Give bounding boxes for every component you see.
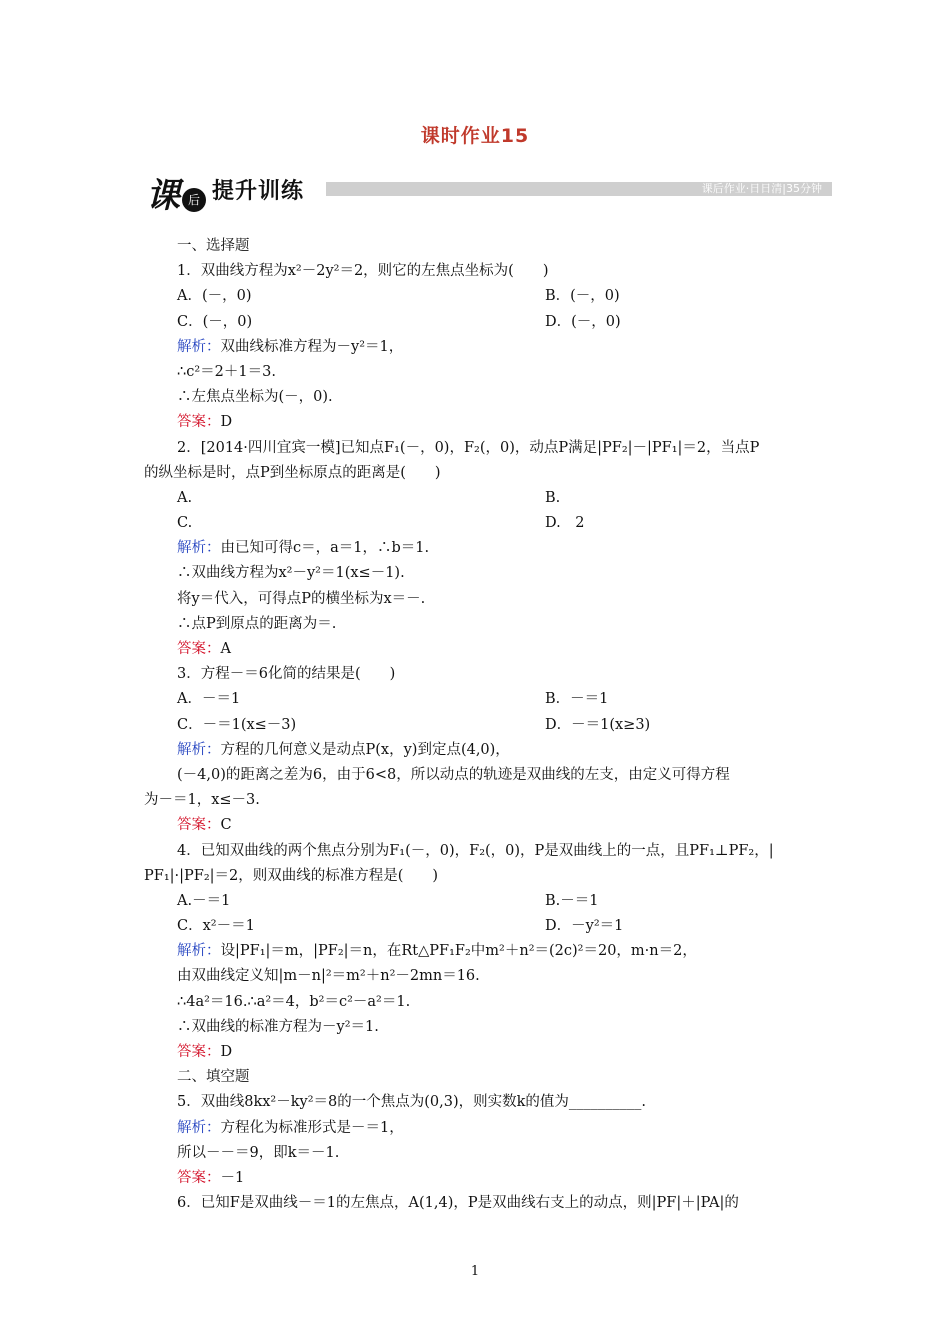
line-text: 方程的几何意义是动点P(x，y)到定点(4,0)， — [220, 741, 510, 758]
line-text: ∴点P到原点的距离为＝. — [177, 615, 337, 632]
text-line — [144, 310, 814, 335]
text-line — [144, 612, 814, 637]
line-text: C. — [177, 515, 193, 532]
line-text: 双曲线标准方程为－y²＝1， — [220, 338, 404, 355]
line-text: 所以－－＝9，即k＝－1. — [177, 1144, 340, 1161]
line-text: 的纵坐标是时，点P到坐标原点的距离是( ) — [144, 464, 441, 481]
solution-label: 解析： — [177, 540, 221, 557]
text-line — [144, 1116, 814, 1141]
text-line — [144, 587, 814, 612]
text-line — [144, 939, 814, 964]
text-line — [144, 385, 814, 410]
line-text: ∴左焦点坐标为(－，0). — [177, 389, 333, 406]
text-line — [144, 1040, 814, 1065]
section-banner — [144, 168, 834, 216]
line-text: ∴c²＝2＋1＝3. — [177, 363, 276, 380]
line-text: C．－＝1(x≤－3) — [177, 716, 297, 733]
line-text: 2．[2014·四川宜宾一模]已知点F₁(－，0)，F₂(，0)，动点P满足|PF₂|－|PF₁|＝2，当点P — [177, 439, 760, 456]
logo-character: 课 — [146, 176, 180, 216]
solution-label: 解析： — [177, 1119, 221, 1136]
text-line — [144, 813, 814, 838]
line-text: C．(－，0) — [177, 313, 253, 330]
line-text: 5．双曲线8kx²－ky²＝8的一个焦点为(0,3)，则实数k的值为__________. — [177, 1094, 647, 1111]
line-text: C．x²－＝1 — [177, 918, 255, 935]
line-text: PF₁|·|PF₂|＝2，则双曲线的标准方程是( ) — [144, 867, 439, 884]
text-line — [144, 360, 814, 385]
text-line — [144, 410, 814, 435]
banner-heading: 提升训练 — [212, 179, 305, 204]
text-line — [144, 713, 814, 738]
line-text: A．－＝1 — [177, 691, 241, 708]
option-text: D. 2 — [545, 515, 585, 532]
answer-label: 答案： — [177, 641, 221, 657]
solution-label: 解析： — [177, 338, 221, 355]
text-line — [144, 1191, 814, 1216]
page-number: 1 — [470, 1264, 480, 1279]
line-text: D — [220, 1044, 233, 1060]
line-text: 由已知可得c＝，a＝1，∴b＝1. — [220, 540, 430, 557]
text-line — [144, 864, 814, 889]
line-text: －1 — [220, 1169, 245, 1186]
line-text: 方程化为标准形式是－＝1， — [220, 1119, 404, 1136]
answer-label: 答案： — [177, 1169, 221, 1186]
text-line — [144, 511, 814, 536]
solution-label: 解析： — [177, 943, 221, 960]
option-text: D．－＝1(x≥3) — [545, 716, 651, 733]
line-text: 一、选择题 — [177, 238, 250, 254]
text-line — [144, 436, 814, 461]
answer-label: 答案： — [177, 1044, 221, 1060]
option-text: B.－＝1 — [545, 892, 599, 909]
text-line — [144, 259, 814, 284]
line-text: 将y＝代入，可得点P的横坐标为x＝－. — [177, 590, 426, 607]
line-text: 1．双曲线方程为x²－2y²＝2，则它的左焦点坐标为( ) — [177, 263, 549, 280]
text-line — [144, 234, 814, 259]
line-text: 由双曲线定义知|m－n|²＝m²＋n²－2mn＝16. — [177, 968, 480, 985]
text-line — [144, 662, 814, 687]
text-line — [144, 788, 814, 813]
text-line — [144, 738, 814, 763]
text-line — [144, 1141, 814, 1166]
line-text: 4．已知双曲线的两个焦点分别为F₁(－，0)，F₂(，0)，P是双曲线上的一点，且PF₁⊥PF₂，| — [177, 842, 774, 859]
line-text: 设|PF₁|＝m，|PF₂|＝n，在Rt△PF₁F₂中m²＋n²＝(2c)²＝20，m·n＝2， — [220, 943, 697, 960]
line-text: A. — [177, 489, 193, 506]
document-body — [144, 234, 814, 1216]
text-line — [144, 486, 814, 511]
text-line — [144, 889, 814, 914]
option-text: B. — [545, 489, 561, 506]
banner-tag: 课后作业·日日清|35分钟 — [701, 182, 822, 195]
line-text: D — [220, 414, 233, 431]
answer-label: 答案： — [177, 817, 221, 834]
option-text: B．－＝1 — [545, 691, 609, 708]
text-line — [144, 1015, 814, 1040]
line-text: 为－＝1，x≤－3. — [144, 792, 260, 809]
text-line — [144, 461, 814, 486]
line-text: 6．已知F是双曲线－＝1的左焦点，A(1,4)，P是双曲线右支上的动点，则|PF|＋|PA|的 — [177, 1195, 739, 1212]
text-line — [144, 284, 814, 309]
solution-label: 解析： — [177, 741, 221, 758]
line-text: ∴双曲线的标准方程为－y²＝1. — [177, 1018, 379, 1035]
text-line — [144, 964, 814, 989]
page-title: 课时作业15 — [420, 125, 530, 147]
text-line — [144, 335, 814, 360]
text-line — [144, 687, 814, 712]
line-text: A.－＝1 — [177, 892, 231, 909]
banner-bar — [326, 182, 832, 196]
text-line — [144, 1065, 814, 1090]
text-line — [144, 561, 814, 586]
line-text: (－4,0)的距离之差为6，由于6<8，所以动点的轨迹是双曲线的左支，由定义可得方程 — [177, 766, 730, 783]
option-text: D．－y²＝1 — [545, 918, 624, 935]
text-line — [144, 536, 814, 561]
text-line — [144, 1090, 814, 1115]
line-text: ∴4a²＝16.∴a²＝4，b²＝c²－a²＝1. — [177, 993, 411, 1010]
answer-label: 答案： — [177, 414, 221, 431]
line-text: A．(－，0) — [177, 288, 252, 305]
line-text: 二、填空题 — [177, 1069, 250, 1086]
line-text: C — [220, 817, 232, 834]
text-line — [144, 839, 814, 864]
text-line — [144, 914, 814, 939]
line-text: 3．方程－＝6化简的结果是( ) — [177, 666, 396, 683]
logo-badge: 后 — [182, 188, 206, 212]
line-text: A — [220, 641, 231, 657]
option-text: B．(－，0) — [545, 288, 620, 305]
text-line — [144, 990, 814, 1015]
text-line — [144, 1166, 814, 1191]
text-line — [144, 763, 814, 788]
text-line — [144, 637, 814, 662]
option-text: D．(－，0) — [545, 313, 621, 330]
line-text: ∴双曲线方程为x²－y²＝1(x≤－1). — [177, 565, 405, 582]
